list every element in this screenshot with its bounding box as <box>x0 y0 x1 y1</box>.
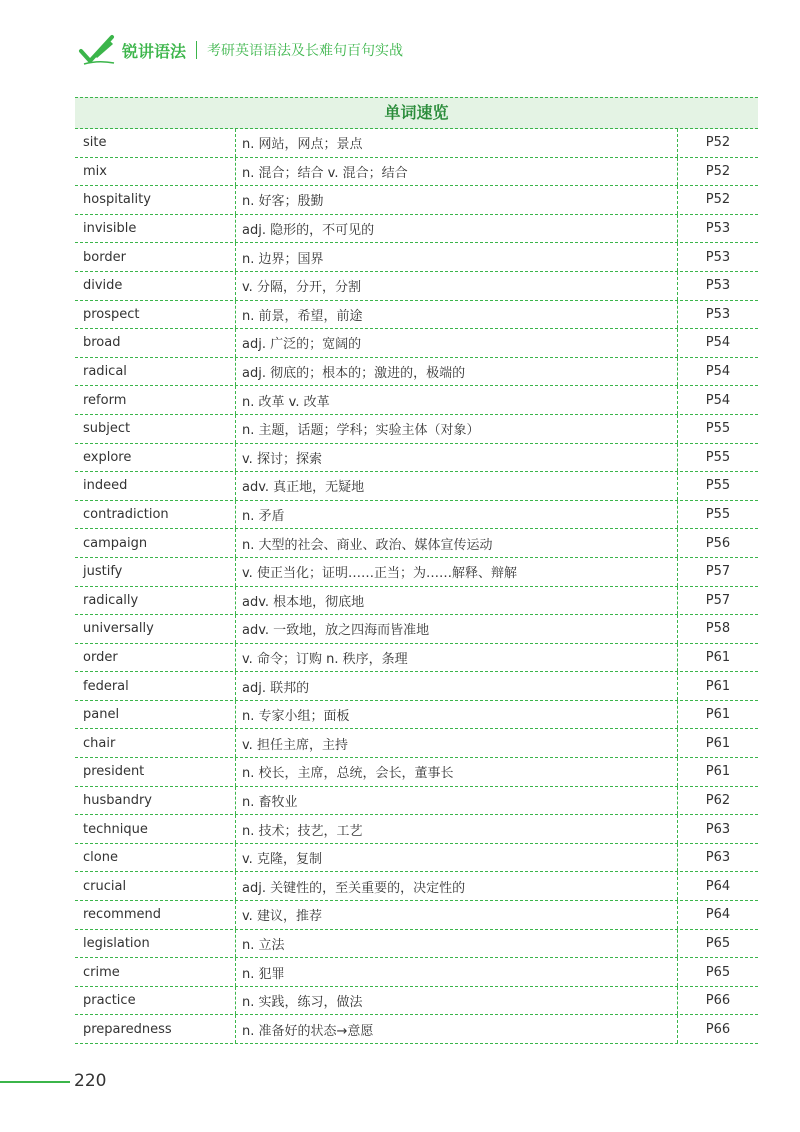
page-ref-cell: P61 <box>677 729 758 757</box>
word-cell: hospitality <box>83 192 151 208</box>
word-cell: radical <box>83 364 127 380</box>
definition-cell: adj. 彻底的；根本的；激进的，极端的 <box>235 358 677 386</box>
word-cell: technique <box>83 821 148 837</box>
word-cell: crucial <box>83 878 127 894</box>
word-cell: legislation <box>83 935 150 951</box>
definition-cell: adv. 真正地，无疑地 <box>235 472 677 500</box>
word-cell: divide <box>83 278 123 294</box>
word-cell: universally <box>83 621 154 637</box>
table-row <box>75 329 758 358</box>
definition-cell: n. 矛盾 <box>235 501 677 529</box>
definition-cell: n. 准备好的状态→意愿 <box>235 1015 677 1043</box>
table-row <box>75 558 758 587</box>
page-ref-cell: P63 <box>677 815 758 843</box>
table-row <box>75 701 758 730</box>
word-cell: indeed <box>83 478 128 494</box>
definition-cell: n. 好客；殷勤 <box>235 186 677 214</box>
word-cell: border <box>83 249 126 265</box>
page-ref-cell: P54 <box>677 358 758 386</box>
vocab-rows <box>75 129 758 1044</box>
table-row <box>75 215 758 244</box>
page-ref-cell: P58 <box>677 615 758 643</box>
word-cell: preparedness <box>83 1021 172 1037</box>
definition-cell: v. 使正当化；证明……正当；为……解释、辩解 <box>235 558 677 586</box>
table-row <box>75 415 758 444</box>
word-cell: justify <box>83 564 123 580</box>
page-ref-cell: P65 <box>677 930 758 958</box>
table-row <box>75 787 758 816</box>
page-ref-cell: P53 <box>677 272 758 300</box>
definition-cell: adj. 联邦的 <box>235 672 677 700</box>
word-cell: recommend <box>83 907 161 923</box>
page-ref-cell: P55 <box>677 501 758 529</box>
book-subtitle: 考研英语语法及长难句百句实战 <box>207 43 404 59</box>
table-row <box>75 844 758 873</box>
table-row <box>75 243 758 272</box>
definition-cell: v. 建议，推荐 <box>235 901 677 929</box>
page-ref-cell: P53 <box>677 243 758 271</box>
word-cell: clone <box>83 850 118 866</box>
definition-cell: n. 技术；技艺，工艺 <box>235 815 677 843</box>
word-cell: reform <box>83 392 127 408</box>
page-ref-cell: P55 <box>677 415 758 443</box>
table-row <box>75 958 758 987</box>
definition-cell: n. 混合；结合 v. 混合；结合 <box>235 158 677 186</box>
table-row <box>75 987 758 1016</box>
definition-cell: adj. 隐形的，不可见的 <box>235 215 677 243</box>
table-row <box>75 615 758 644</box>
definition-cell: n. 实践，练习，做法 <box>235 987 677 1015</box>
page-ref-cell: P61 <box>677 644 758 672</box>
page-ref-cell: P54 <box>677 386 758 414</box>
word-cell: invisible <box>83 221 137 237</box>
page-ref-cell: P52 <box>677 129 758 157</box>
table-row <box>75 501 758 530</box>
table-row <box>75 1015 758 1044</box>
word-cell: practice <box>83 993 136 1009</box>
table-row <box>75 672 758 701</box>
definition-cell: adv. 一致地，放之四海而皆准地 <box>235 615 677 643</box>
page-number: 220 <box>74 1071 107 1091</box>
table-row <box>75 444 758 473</box>
table-row <box>75 930 758 959</box>
definition-cell: n. 主题，话题；学科；实验主体（对象） <box>235 415 677 443</box>
definition-cell: adj. 关键性的，至关重要的，决定性的 <box>235 872 677 900</box>
header-divider <box>196 41 197 59</box>
word-cell: subject <box>83 421 131 437</box>
brand-name: 锐讲语法 <box>122 41 187 61</box>
vocab-table <box>75 97 758 1044</box>
table-row <box>75 729 758 758</box>
table-row <box>75 158 758 187</box>
page-ref-cell: P61 <box>677 672 758 700</box>
definition-cell: v. 分隔，分开，分割 <box>235 272 677 300</box>
definition-cell: v. 探讨；探索 <box>235 444 677 472</box>
page-ref-cell: P66 <box>677 1015 758 1043</box>
word-cell: site <box>83 135 107 151</box>
page-ref-cell: P66 <box>677 987 758 1015</box>
page-ref-cell: P64 <box>677 872 758 900</box>
definition-cell: v. 命令；订购 n. 秩序，条理 <box>235 644 677 672</box>
word-cell: radically <box>83 592 139 608</box>
definition-cell: n. 畜牧业 <box>235 787 677 815</box>
word-cell: husbandry <box>83 792 152 808</box>
word-cell: prospect <box>83 306 140 322</box>
definition-cell: n. 校长，主席，总统，会长，董事长 <box>235 758 677 786</box>
page-ref-cell: P63 <box>677 844 758 872</box>
table-row <box>75 901 758 930</box>
page-ref-cell: P56 <box>677 529 758 557</box>
word-cell: president <box>83 764 145 780</box>
page-ref-cell: P54 <box>677 329 758 357</box>
table-row <box>75 129 758 158</box>
page-ref-cell: P62 <box>677 787 758 815</box>
table-row <box>75 358 758 387</box>
word-cell: crime <box>83 964 120 980</box>
page-ref-cell: P52 <box>677 158 758 186</box>
definition-cell: n. 边界；国界 <box>235 243 677 271</box>
definition-cell: n. 网站，网点；景点 <box>235 129 677 157</box>
page-ref-cell: P52 <box>677 186 758 214</box>
definition-cell: n. 大型的社会、商业、政治、媒体宣传运动 <box>235 529 677 557</box>
definition-cell: n. 前景，希望，前途 <box>235 301 677 329</box>
definition-cell: adj. 广泛的；宽阔的 <box>235 329 677 357</box>
table-row <box>75 529 758 558</box>
word-cell: contradiction <box>83 507 169 523</box>
table-row <box>75 758 758 787</box>
footer-rule <box>0 1081 70 1083</box>
table-row <box>75 472 758 501</box>
table-row <box>75 815 758 844</box>
word-cell: explore <box>83 449 132 465</box>
vocab-table-title: 单词速览 <box>75 97 758 129</box>
table-row <box>75 872 758 901</box>
table-row <box>75 272 758 301</box>
page-ref-cell: P57 <box>677 558 758 586</box>
definition-cell: n. 立法 <box>235 930 677 958</box>
page-ref-cell: P55 <box>677 472 758 500</box>
page-header <box>78 30 403 70</box>
page-ref-cell: P64 <box>677 901 758 929</box>
definition-cell: n. 犯罪 <box>235 958 677 986</box>
definition-cell: n. 专家小组；面板 <box>235 701 677 729</box>
page-ref-cell: P55 <box>677 444 758 472</box>
definition-cell: adv. 根本地，彻底地 <box>235 587 677 615</box>
page-ref-cell: P57 <box>677 587 758 615</box>
table-row <box>75 587 758 616</box>
word-cell: order <box>83 649 118 665</box>
definition-cell: v. 担任主席，主持 <box>235 729 677 757</box>
word-cell: mix <box>83 163 107 179</box>
table-row <box>75 386 758 415</box>
page-ref-cell: P53 <box>677 215 758 243</box>
page-ref-cell: P61 <box>677 758 758 786</box>
word-cell: broad <box>83 335 121 351</box>
page-ref-cell: P53 <box>677 301 758 329</box>
pen-check-icon <box>78 33 118 67</box>
word-cell: panel <box>83 707 120 723</box>
table-row <box>75 186 758 215</box>
word-cell: campaign <box>83 535 148 551</box>
word-cell: chair <box>83 735 116 751</box>
word-cell: federal <box>83 678 129 694</box>
page-ref-cell: P61 <box>677 701 758 729</box>
definition-cell: v. 克隆，复制 <box>235 844 677 872</box>
table-row <box>75 301 758 330</box>
definition-cell: n. 改革 v. 改革 <box>235 386 677 414</box>
table-row <box>75 644 758 673</box>
page-ref-cell: P65 <box>677 958 758 986</box>
